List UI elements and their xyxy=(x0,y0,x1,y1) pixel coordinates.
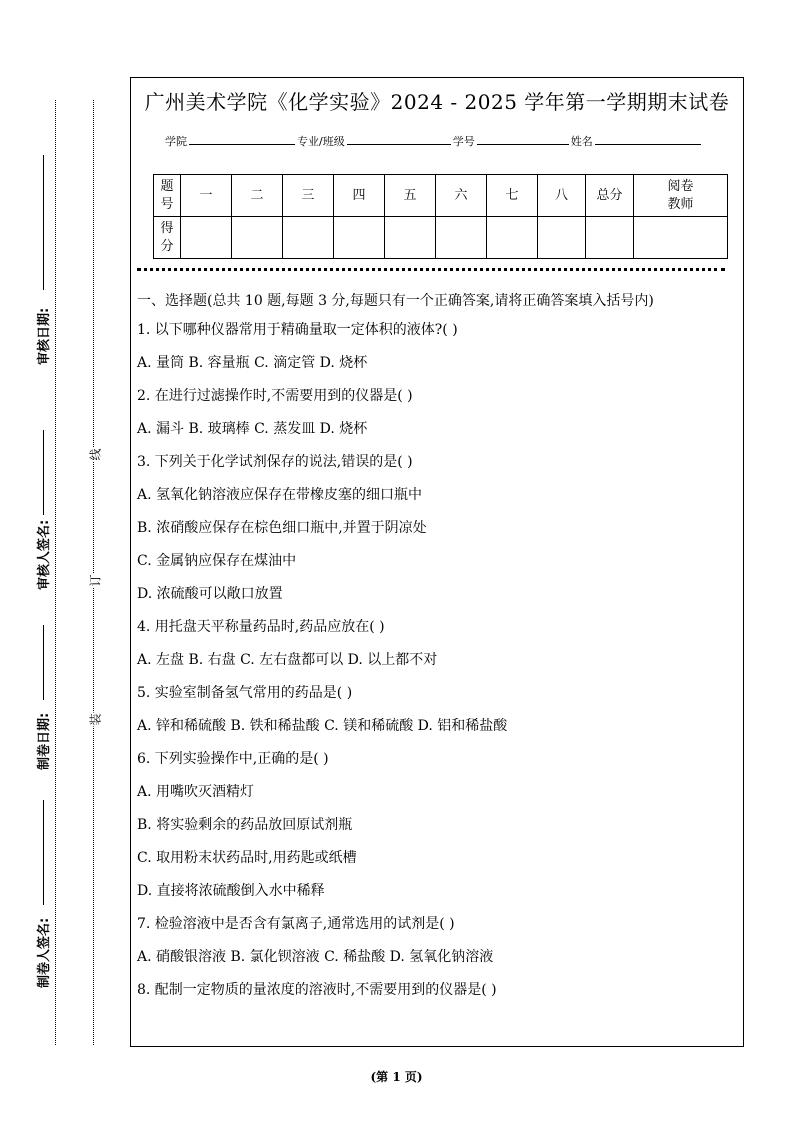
review-date-label: 审核日期: xyxy=(37,307,52,365)
q6-option-c: C. 取用粉末状药品时,用药匙或纸槽 xyxy=(137,850,357,866)
exam-title: 广州美术学院《化学实验》2024 - 2025 学年第一学期期末试卷 xyxy=(144,90,730,114)
make-date-label: 制卷日期: xyxy=(37,712,52,770)
score-cell-3[interactable] xyxy=(283,217,334,259)
name-label: 姓名 xyxy=(570,135,593,148)
major-class-field[interactable] xyxy=(347,133,451,145)
score-cell-6[interactable] xyxy=(436,217,487,259)
score-cell-8[interactable] xyxy=(538,217,586,259)
review-date-underline xyxy=(43,155,44,290)
col-header-6: 六 xyxy=(436,175,487,217)
q7-options: A. 硝酸银溶液 B. 氯化钡溶液 C. 稀盐酸 D. 氢氧化钠溶液 xyxy=(137,949,494,965)
q7-stem: 7. 检验溶液中是否含有氯离子,通常选用的试剂是( ) xyxy=(137,916,455,932)
exam-frame xyxy=(130,77,744,1047)
maker-sign-underline xyxy=(43,800,44,905)
page-number: (第 1 页) xyxy=(370,1070,423,1084)
q4-stem: 4. 用托盘天平称量药品时,药品应放在( ) xyxy=(137,619,385,635)
q8-stem: 8. 配制一定物质的量浓度的溶液时,不需要用到的仪器是( ) xyxy=(137,982,497,998)
questions-section xyxy=(137,290,737,1012)
q3-option-d: D. 浓硫酸可以敞口放置 xyxy=(137,586,283,602)
col-header-7: 七 xyxy=(487,175,538,217)
q5-options: A. 锌和稀硫酸 B. 铁和稀盐酸 C. 镁和稀硫酸 D. 铝和稀盐酸 xyxy=(137,718,508,734)
score-cell-7[interactable] xyxy=(487,217,538,259)
q6-option-d: D. 直接将浓硫酸倒入水中稀释 xyxy=(137,883,325,899)
q1-stem: 1. 以下哪种仪器常用于精确量取一定体积的液体?( ) xyxy=(137,322,458,338)
binding-mark-line: 线 xyxy=(88,448,103,461)
col-header-4: 四 xyxy=(334,175,385,217)
name-field[interactable] xyxy=(595,133,701,145)
q6-stem: 6. 下列实验操作中,正确的是( ) xyxy=(137,751,329,767)
binding-dotted-line-outer xyxy=(55,100,56,1045)
col-header-total: 总分 xyxy=(586,175,634,217)
q3-stem: 3. 下列关于化学试剂保存的说法,错误的是( ) xyxy=(137,454,413,470)
col-header-1: 一 xyxy=(181,175,232,217)
q6-option-b: B. 将实验剩余的药品放回原试剂瓶 xyxy=(137,817,353,833)
score-row-header: 得 分 xyxy=(154,217,181,259)
q3-option-b: B. 浓硝酸应保存在棕色细口瓶中,并置于阴凉处 xyxy=(137,520,427,536)
score-cell-total[interactable] xyxy=(586,217,634,259)
school-field[interactable] xyxy=(189,133,295,145)
q1-options: A. 量筒 B. 容量瓶 C. 滴定管 D. 烧杯 xyxy=(137,355,368,371)
col-header-5: 五 xyxy=(385,175,436,217)
student-id-label: 学号 xyxy=(452,135,475,148)
maker-sign-label: 制卷人签名: xyxy=(37,917,52,988)
score-table xyxy=(153,174,728,259)
reviewer-sign-underline xyxy=(43,430,44,515)
q2-stem: 2. 在进行过滤操作时,不需要用到的仪器是( ) xyxy=(137,388,413,404)
q3-option-a: A. 氢氧化钠溶液应保存在带橡皮塞的细口瓶中 xyxy=(137,487,423,503)
score-cell-5[interactable] xyxy=(385,217,436,259)
binding-mark-staple: 订 xyxy=(88,574,103,587)
section-heading: 一、选择题(总共 10 题,每题 3 分,每题只有一个正确答案,请将正确答案填入括号内) xyxy=(137,293,654,309)
q2-options: A. 漏斗 B. 玻璃棒 C. 蒸发皿 D. 烧杯 xyxy=(137,421,368,437)
make-date-underline xyxy=(43,625,44,700)
col-header-8: 八 xyxy=(538,175,586,217)
q3-option-c: C. 金属钠应保存在煤油中 xyxy=(137,553,297,569)
q6-option-a: A. 用嘴吹灭酒精灯 xyxy=(137,784,255,800)
school-label: 学院 xyxy=(165,135,187,148)
score-cell-4[interactable] xyxy=(334,217,385,259)
col-header-2: 二 xyxy=(232,175,283,217)
binding-mark-bind: 装 xyxy=(88,713,103,726)
student-id-field[interactable] xyxy=(477,133,569,145)
major-class-label: 专业/班级 xyxy=(297,135,345,148)
separator-dotted-rule xyxy=(137,268,725,271)
question-number-header: 题 号 xyxy=(154,175,181,217)
score-cell-2[interactable] xyxy=(232,217,283,259)
score-cell-1[interactable] xyxy=(181,217,232,259)
binding-dotted-line-inner xyxy=(93,100,94,1045)
grader-header: 阅卷 教师 xyxy=(634,175,728,217)
q5-stem: 5. 实验室制备氢气常用的药品是( ) xyxy=(137,685,353,701)
col-header-3: 三 xyxy=(283,175,334,217)
q4-options: A. 左盘 B. 右盘 C. 左右盘都可以 D. 以上都不对 xyxy=(137,652,438,668)
grader-cell[interactable] xyxy=(634,217,728,259)
student-info-row xyxy=(165,133,703,149)
reviewer-sign-label: 审核人签名: xyxy=(37,519,52,590)
